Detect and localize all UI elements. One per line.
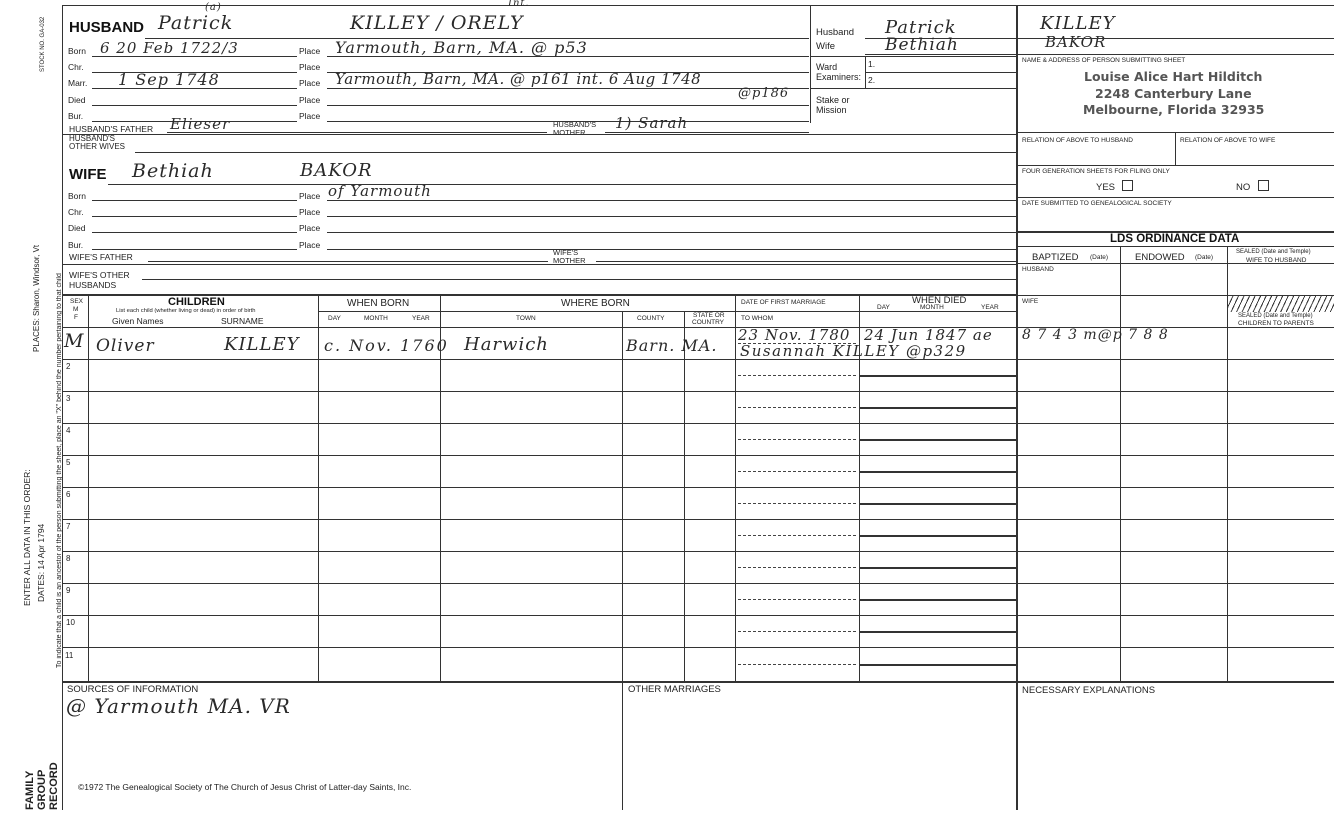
- row-number: 10: [66, 618, 75, 627]
- wife-surname[interactable]: BAKOR: [300, 160, 373, 181]
- child1-town[interactable]: Harwich: [464, 334, 549, 355]
- record-label: RECORD: [48, 762, 60, 810]
- ward-wife[interactable]: Bethiah: [885, 35, 959, 55]
- child1-marriage-date[interactable]: 23 Nov. 1780: [738, 326, 851, 344]
- row-number: 11: [65, 651, 74, 660]
- places-note: PLACES: Sharon, Windsor, Vt: [32, 244, 41, 352]
- four-gen-yes-checkbox[interactable]: [1122, 180, 1133, 191]
- child1-given-name[interactable]: Oliver: [96, 336, 155, 356]
- husband-surname-note: Int.: [508, 0, 530, 9]
- husband-mother[interactable]: 1) Sarah: [615, 114, 689, 132]
- submitter-street[interactable]: 2248 Canterbury Lane: [1095, 86, 1252, 101]
- ward-husband[interactable]: Patrick: [885, 17, 957, 38]
- row-number: 4: [66, 426, 71, 435]
- child1-born[interactable]: c. Nov. 1760: [324, 336, 449, 355]
- dates-order: DATES: 14 Apr 1794: [36, 523, 46, 602]
- lds-hatch: [1228, 296, 1334, 312]
- child1-surname[interactable]: KILLEY: [224, 334, 300, 355]
- lds-title: LDS ORDINANCE DATA: [1110, 233, 1240, 245]
- child1-sex[interactable]: M: [64, 330, 85, 352]
- child1-county[interactable]: Barn. MA.: [626, 336, 718, 355]
- submitter-husband-surname[interactable]: KILLEY: [1040, 13, 1116, 34]
- husband-title: HUSBAND: [69, 19, 144, 36]
- row-number: 3: [66, 394, 71, 403]
- copyright: ©1972 The Genealogical Society of The Church of Jesus Christ of Latter-day Saints, Inc.: [78, 782, 412, 792]
- husband-marr-place[interactable]: Yarmouth, Barn, MA. @ p161 int. 6 Aug 1748: [335, 70, 702, 88]
- children-header: CHILDREN: [168, 296, 225, 308]
- group-label: GROUP: [36, 769, 48, 810]
- husband-given-name[interactable]: Patrick: [158, 12, 234, 34]
- row-number: 2: [66, 362, 71, 371]
- husband-marr-place-ref[interactable]: @p186: [738, 86, 790, 101]
- husband-born-place[interactable]: Yarmouth, Barn, MA. @ p53: [335, 38, 588, 57]
- child1-ordinance[interactable]: 8 7 4 3 m@p 7 8 8: [1022, 327, 1169, 343]
- child1-died[interactable]: 24 Jun 1847 ae: [864, 326, 993, 344]
- wife-born-place[interactable]: of Yarmouth: [328, 182, 432, 200]
- family-label: FAMILY: [24, 770, 36, 810]
- husband-marr-date[interactable]: 1 Sep 1748: [118, 70, 220, 89]
- frame-right: [1016, 5, 1018, 810]
- frame-top: [62, 5, 1334, 6]
- husband-father[interactable]: Elieser: [170, 115, 231, 133]
- enter-order: ENTER ALL DATA IN THIS ORDER:: [22, 469, 32, 606]
- row-number: 8: [66, 554, 71, 563]
- husband-given-note: (a): [205, 2, 222, 13]
- wife-given-name[interactable]: Bethiah: [132, 160, 214, 182]
- row-number: 5: [66, 458, 71, 467]
- row-number: 7: [66, 522, 71, 531]
- stock-number: STOCK NO. GA-032: [40, 16, 46, 72]
- indicate-note: To indicate that a child is an ancestor of the person submitting the sheet, place an "X" behind the number pertaining to that child: [56, 273, 63, 668]
- husband-surname[interactable]: KILLEY / ORELY: [350, 12, 524, 34]
- husband-born-date[interactable]: 6 20 Feb 1722/3: [100, 39, 239, 57]
- frame-left: [62, 5, 63, 810]
- row-number: 6: [66, 490, 71, 499]
- submitter-wife-surname[interactable]: BAKOR: [1045, 33, 1107, 51]
- child1-spouse[interactable]: Susannah KILLEY @p329: [740, 342, 967, 360]
- source-entry[interactable]: @ Yarmouth MA. VR: [66, 694, 291, 718]
- row-number: 9: [66, 586, 71, 595]
- four-gen-no-checkbox[interactable]: [1258, 180, 1269, 191]
- submitter-city[interactable]: Melbourne, Florida 32935: [1083, 102, 1265, 117]
- wife-title: WIFE: [69, 166, 107, 183]
- submitter-name[interactable]: Louise Alice Hart Hilditch: [1084, 69, 1263, 84]
